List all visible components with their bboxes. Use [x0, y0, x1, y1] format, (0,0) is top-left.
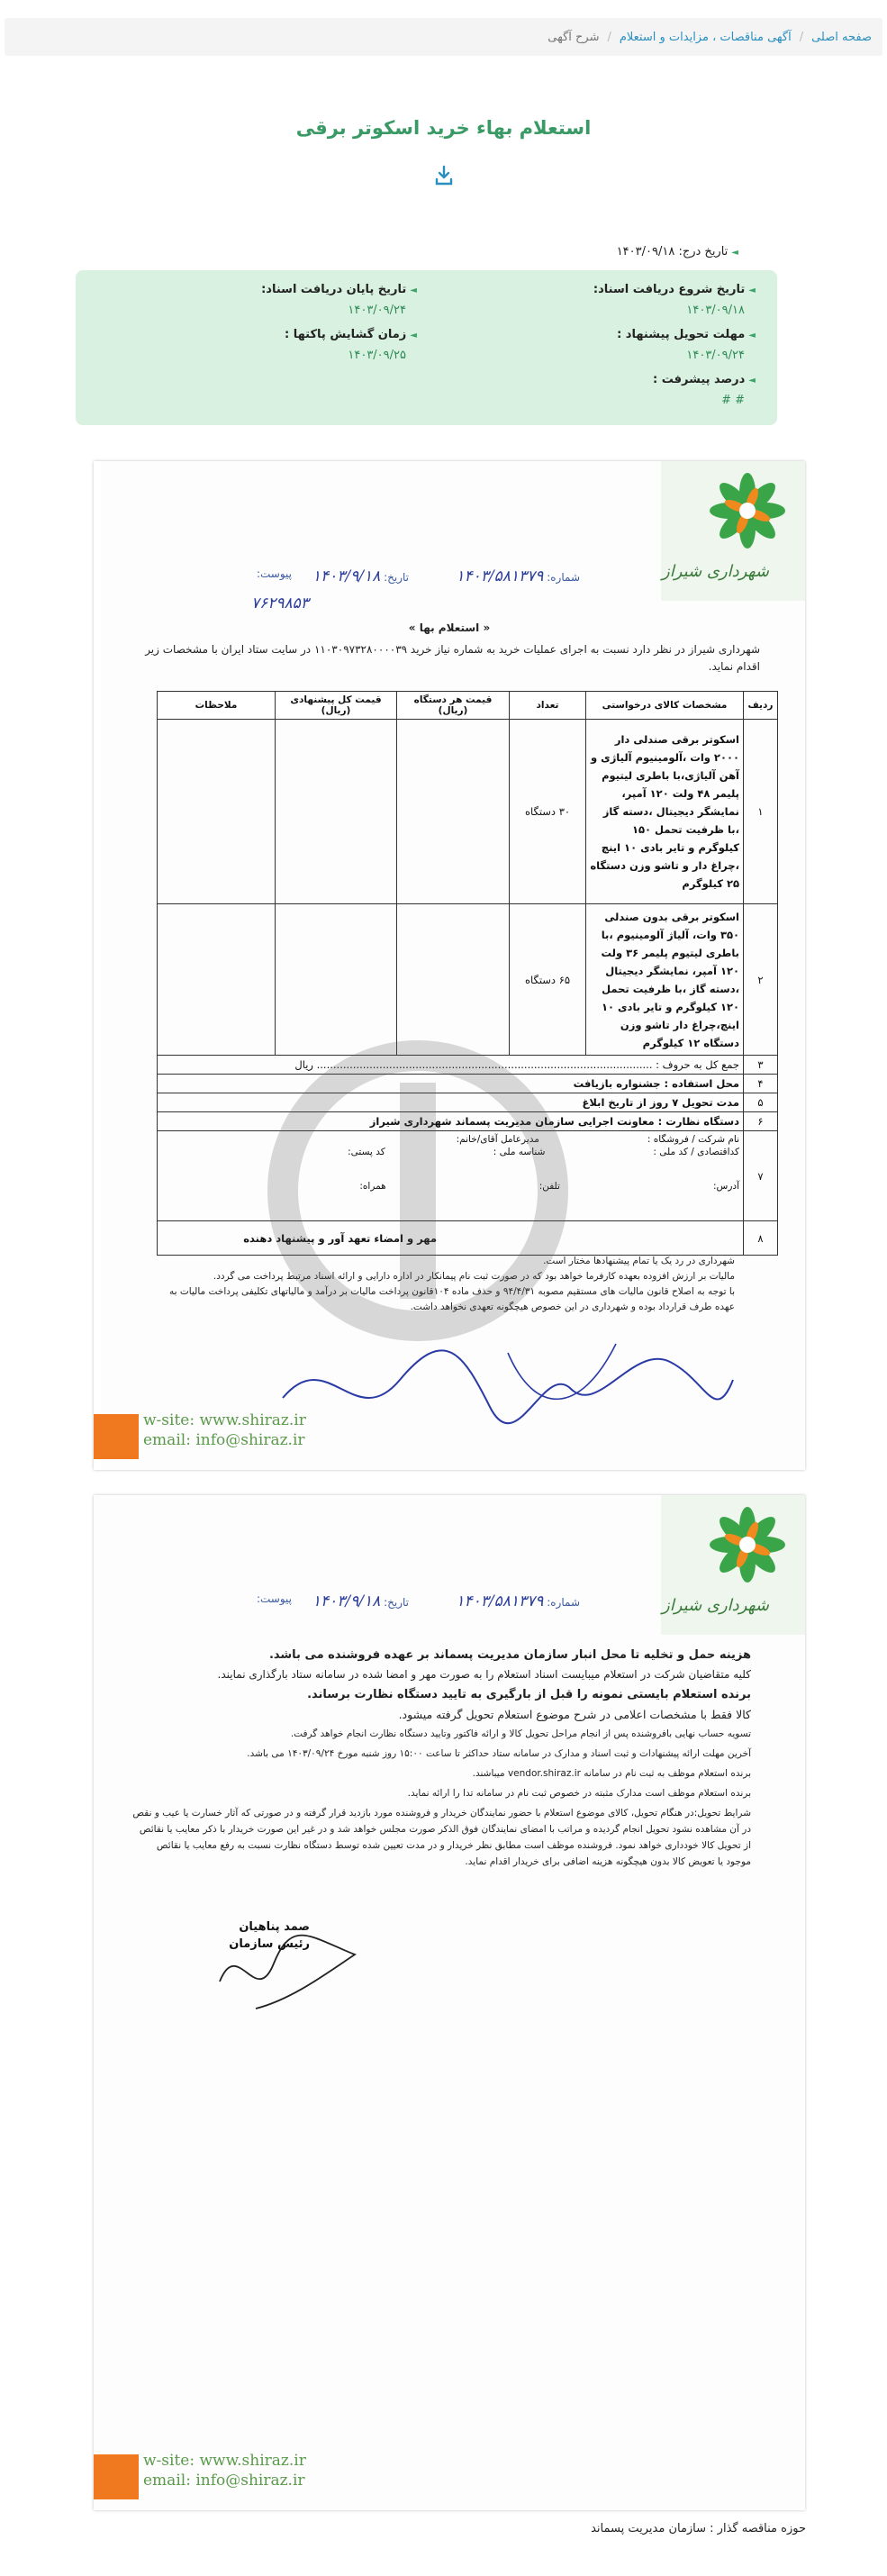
end-date-field: ◄تاریخ پایان دریافت اسناد: ۱۴۰۳/۰۹/۲۴: [261, 283, 417, 317]
signer-role: رئیس سازمان: [229, 1937, 310, 1951]
letter-date-value: ۱۴۰۳/۹/۱۸: [312, 567, 381, 585]
letter-intro: شهرداری شیراز در نظر دارد نسبت به اجرای عملیات خرید به شماره نیاز خرید ۱۱۰۳۰۹۷۳۲۸۰۰۰۰۳۹ در سایت ستاد ایران با مشخصات زیر اقدام نماید.: [145, 643, 760, 673]
breadcrumb-current: شرح آگهی: [548, 30, 600, 44]
caret-left-icon: ◄: [748, 376, 756, 385]
letter-conditions: [130, 1646, 751, 1873]
deadline-field: ◄مهلت تحویل پیشنهاد : ۱۴۰۳/۰۹/۲۴: [617, 328, 756, 362]
list-item: آخرین مهلت ارائه پیشنهادات و ثبت اسناد و مدارک در سامانه ستاد حداکثر تا ساعت ۱۵:۰۰ روز شنبه مورخ ۱۴۰۳/۰۹/۲۴ می باشد.: [247, 1748, 751, 1759]
table-row: ۵ مدت تحویل ۷ روز از تاریخ ابلاغ: [158, 1093, 778, 1112]
bid-table: [157, 691, 778, 1256]
progress-value: # #: [721, 394, 745, 407]
table-row: ۲ اسکوتر برقی بدون صندلی ۳۵۰ وات، آلیاژ آلومینیوم ،با باطری لیتیوم پلیمر ۳۶ ولت ۱۲۰ آمپر، نمایشگر دیجیتال ،دسته گاز ،با ظرفیت تحمل ۱۲۰ کیلوگرم و تایر بادی ۱۰ اینچ،چراغ دار تاشو وزن دستگاه ۱۲ کیلوگرم ۶۵ دستگاه: [158, 904, 778, 1056]
letter-number-value: ۱۴۰۳/۵۸۱۳۷۹: [456, 567, 544, 585]
list-item: کلیه متقاضیان شرکت در استعلام میبایست اسناد استعلام را به صورت مهر و امضا شده در سامانه ستاد بارگذاری نمایند.: [217, 1668, 751, 1681]
signature-icon: [202, 1918, 382, 2018]
flower-logo-icon: [677, 1504, 794, 1594]
list-item: هزینه حمل و تخلیه تا محل انبار سازمان مدیریت پسماند بر عهده فروشنده می باشد.: [268, 1648, 751, 1662]
shiraz-logo: [661, 461, 805, 601]
start-date-field: ◄تاریخ شروع دریافت اسناد: ۱۴۰۳/۰۹/۱۸: [593, 283, 756, 317]
breadcrumb-home[interactable]: صفحه اصلی: [811, 30, 872, 44]
caret-left-icon: ◄: [748, 286, 756, 295]
start-date-value: ۱۴۰۳/۰۹/۱۸: [686, 304, 745, 317]
opening-field: ◄زمان گشایش پاکتها : ۱۴۰۳/۰۹/۲۵: [284, 328, 417, 362]
footer-email: email: info@shiraz.ir: [143, 2472, 305, 2490]
page-title: استعلام بهاء خرید اسکوتر برقی: [295, 117, 592, 139]
letter-date: تاریخ: ۱۴۰۳/۹/۱۸: [312, 1592, 409, 1610]
caret-left-icon: ◄: [410, 286, 417, 295]
table-row: ۷ نام شرکت / فروشگاه : مدیرعامل آقای/خانم: کداقتصادی / کد ملی : شناسه ملی : کد پستی: آدرس: تلفن: همراه:: [158, 1131, 778, 1221]
breadcrumb-separator: /: [607, 30, 611, 44]
letter-heading: « استعلام بها »: [408, 621, 491, 634]
letter-notes: [149, 1254, 735, 1315]
breadcrumb: [5, 18, 882, 56]
letter-number: شماره: ۱۴۰۳/۵۸۱۳۷۹: [456, 1592, 580, 1610]
caret-left-icon: ◄: [748, 331, 756, 340]
list-item: مالیات بر ارزش افزوده بعهده کارفرما خواهد بود که در صورت ثبت نام پیمانکار در اداره دارایی و ارائه اسناد مرتبط پرداخت می گردد.: [213, 1271, 735, 1282]
list-item: برنده استعلام بایستی نمونه را قبل از بارگیری به تایید دستگاه نظارت برساند.: [307, 1688, 751, 1701]
footer-website: w-site: www.shiraz.ir: [143, 2452, 306, 2470]
tender-organizer: حوزه مناقصه گذار : سازمان مدیریت پسماند: [591, 2522, 806, 2535]
deadline-value: ۱۴۰۳/۰۹/۲۴: [686, 349, 745, 362]
table-row: ۶ دستگاه نظارت : معاونت اجرایی سازمان مدیریت پسماند شهرداری شیراز: [158, 1112, 778, 1131]
download-icon[interactable]: [435, 165, 453, 186]
list-item: برنده استعلام موظف است مدارک مثبته در خصوص ثبت نام در سامانه تدا را ارائه نماید.: [407, 1788, 751, 1799]
letter-attachment: پیوست:: [256, 1592, 292, 1605]
footer-email: email: info@shiraz.ir: [143, 1431, 305, 1449]
logo-text: شهرداری شیراز: [662, 1596, 769, 1615]
breadcrumb-separator: /: [799, 30, 804, 44]
list-item: کالا فقط با مشخصات اعلامی در شرح موضوع استعلام تحویل گرفته میشود.: [398, 1708, 751, 1721]
document-page-1: [94, 461, 805, 1470]
letter-date-value: ۱۴۰۳/۹/۱۸: [312, 1592, 381, 1610]
progress-field: ◄درصد پیشرفت : # #: [653, 373, 756, 407]
caret-left-icon: ◄: [731, 248, 738, 258]
letter-attachment: پیوست:: [256, 567, 292, 580]
footer-website: w-site: www.shiraz.ir: [143, 1411, 306, 1429]
tender-info-box: [76, 270, 777, 425]
table-row: ۸ مهر و امضاء تعهد آور و پیشنهاد دهنده: [158, 1221, 778, 1256]
table-header-row: ردیف مشخصات کالای درخواستی تعداد قیمت هر دستگاه (ریال) قیمت کل پیشنهادی (ریال) ملاحظات: [158, 692, 778, 720]
list-item: شرایط تحویل:در هنگام تحویل، کالای موضوع استعلام با حضور نمایندگان خریدار و فروشنده مورد بازدید قرار گرفته و در صورتی که آثار خسارت یا عیب و نقص در آن مشاهده نشود تحویل انجام گردیده و مراتب با امضای نمایندگان فوق الذکر صورت مجلس خواهد شد و در غیر این صورت خریدار با ذکر معایب یا نقائص از تحویل کالا خودداری خواهد نمود. فروشنده موظف است مطابق نظر خریدار و در مدت تعیین شده توسط دستگاه نظارت نسبت به رفع معایب یا نقائص موجود یا تعویض کالا بدون هیچگونه هزینه اضافی برای خریدار اقدام نماید.: [132, 1808, 751, 1867]
list-item: شهرداری در رد یک یا تمام پیشنهادها مختار است.: [543, 1256, 735, 1266]
letter-date: تاریخ: ۱۴۰۳/۹/۱۸: [312, 567, 409, 585]
signer-name: صمد پناهیان: [239, 1920, 310, 1934]
breadcrumb-section[interactable]: آگهی مناقصات ، مزایدات و استعلام: [619, 30, 792, 44]
footer-accent: [94, 1414, 139, 1459]
list-item: برنده استعلام موظف به ثبت نام در سامانه vendor.shiraz.ir میباشند.: [472, 1768, 751, 1779]
table-row: ۳ جمع کل به حروف : ...................................................................................................... ریال: [158, 1056, 778, 1075]
letter-attachment-value: ۷۶۲۹۸۵۳: [251, 594, 309, 612]
issue-date-label: تاریخ درج:: [678, 245, 729, 259]
table-row: ۱ اسکوتر برقی صندلی دار ۲۰۰۰ وات ،آلومینیوم آلیاژی و آهن آلیاژی،با باطری لیتیوم پلیمر ۴۸ ولت ۱۲۰ آمپر، نمایشگر دیجیتال ،دسته گاز ،با ظرفیت تحمل ۱۵۰ کیلوگرم و تایر بادی ۱۰ اینچ ،چراغ دار و تاشو وزن دستگاه ۲۵ کیلوگرم ۳۰ دستگاه: [158, 720, 778, 904]
footer-contact: [143, 2451, 306, 2490]
issue-date: [617, 245, 738, 259]
list-item: تسویه حساب نهایی بافروشنده پس از انجام مراحل تحویل کالا و ارائه فاکتور وتایید دستگاه نظارت انجام خواهد گرفت.: [290, 1728, 751, 1739]
document-page-2: [94, 1495, 805, 2510]
table-row: ۴ محل استفاده : جشنواره بازیافت: [158, 1075, 778, 1093]
opening-value: ۱۴۰۳/۰۹/۲۵: [348, 349, 406, 362]
caret-left-icon: ◄: [410, 331, 417, 340]
list-item: با توجه به اصلاح قانون مالیات های مستقیم مصوبه ۹۴/۴/۳۱ و حذف ماده ۱۰۴قانون پرداخت مالیات بر درآمد و مالیاتهای تکلیفی پرداخت مالیات به عهده طرف قرارداد بوده و شهرداری در این خصوص هیچگونه تعهدی نخواهد داشت.: [169, 1286, 735, 1312]
logo-text: شهرداری شیراز: [662, 562, 769, 581]
issue-date-value: ۱۴۰۳/۰۹/۱۸: [616, 245, 675, 259]
shiraz-logo: [661, 1495, 805, 1635]
footer-contact: [143, 1410, 306, 1450]
letter-number-value: ۱۴۰۳/۵۸۱۳۷۹: [456, 1592, 544, 1610]
letter-number: شماره: ۱۴۰۳/۵۸۱۳۷۹: [456, 567, 580, 585]
flower-logo-icon: [677, 470, 794, 560]
footer-accent: [94, 2454, 139, 2499]
end-date-value: ۱۴۰۳/۰۹/۲۴: [348, 304, 406, 317]
signature-icon: [274, 1326, 742, 1443]
